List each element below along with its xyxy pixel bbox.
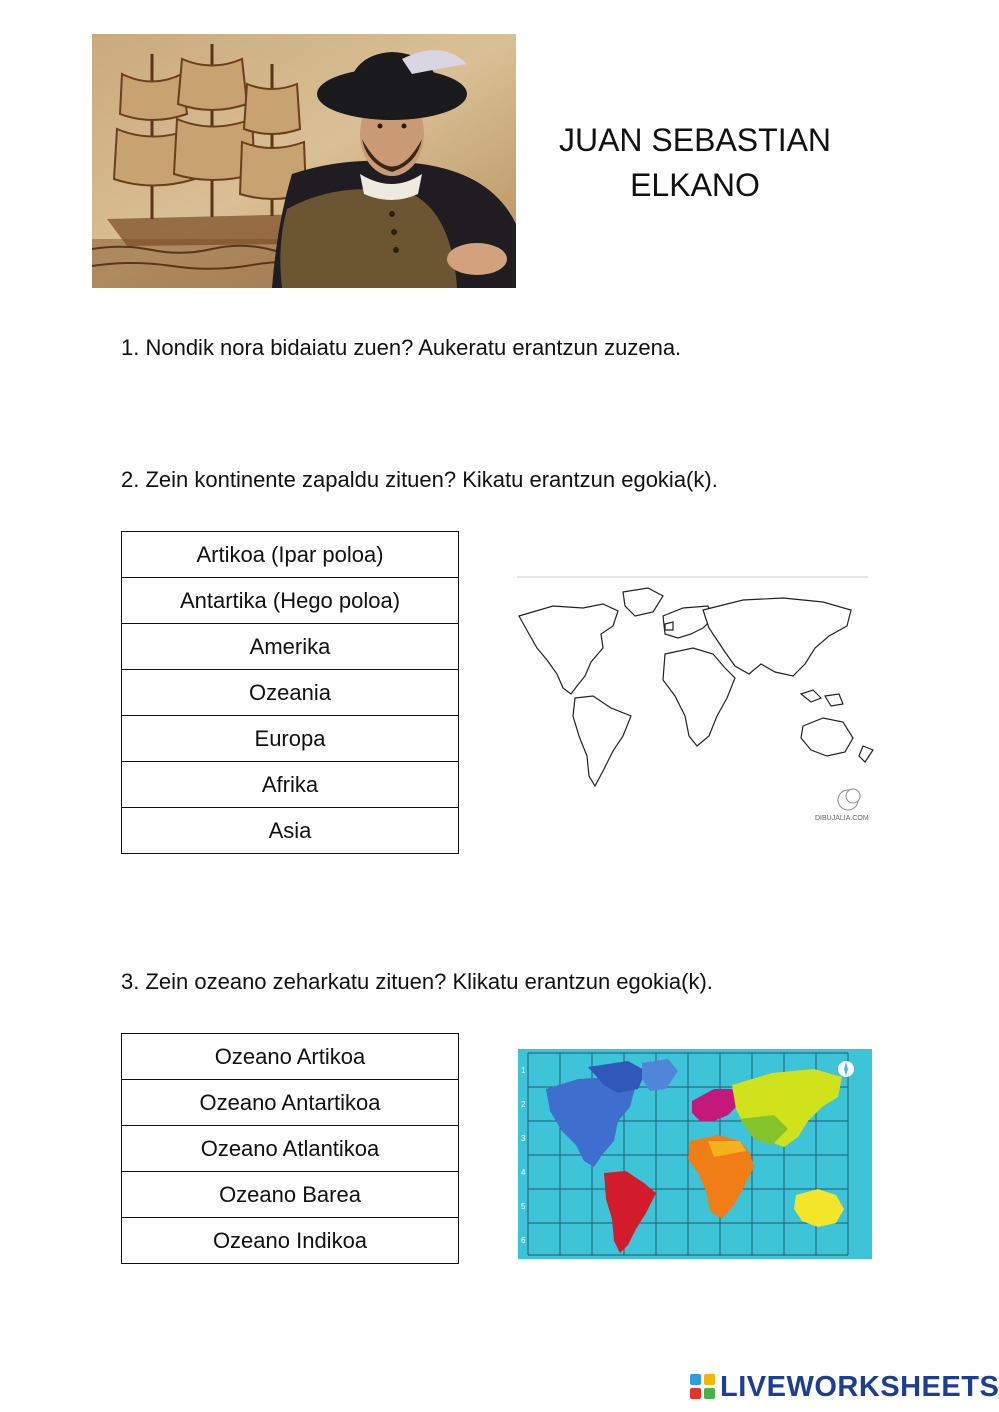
question-2: 2. Zein kontinente zapaldu zituen? Kikatu erantzun egokia(k). xyxy=(121,467,718,492)
ocean-option[interactable]: Ozeano Antartikoa xyxy=(122,1080,459,1126)
svg-text:4: 4 xyxy=(521,1168,526,1177)
title-line-2: ELKANO xyxy=(630,167,760,203)
svg-text:2: 2 xyxy=(521,1100,526,1109)
svg-text:6: 6 xyxy=(521,1236,526,1245)
svg-text:3: 3 xyxy=(521,1134,526,1143)
continent-option[interactable]: Amerika xyxy=(122,624,459,670)
continent-option[interactable]: Europa xyxy=(122,716,459,762)
ocean-option[interactable]: Ozeano Barea xyxy=(122,1172,459,1218)
svg-text:1: 1 xyxy=(521,1066,526,1075)
continents-table xyxy=(121,531,459,854)
svg-text:5: 5 xyxy=(521,1202,526,1211)
question-1: 1. Nondik nora bidaiatu zuen? Aukeratu erantzun zuzena. xyxy=(121,335,682,360)
svg-text:DIBUJALIA.COM: DIBUJALIA.COM xyxy=(815,815,869,822)
continent-option[interactable]: Ozeania xyxy=(122,670,459,716)
ocean-option[interactable]: Ozeano Artikoa xyxy=(122,1034,459,1080)
liveworksheets-logo[interactable] xyxy=(690,1370,999,1404)
dibujalia-logo xyxy=(815,789,869,822)
oceans-table xyxy=(121,1033,459,1264)
title-line-1: JUAN SEBASTIAN xyxy=(558,122,832,158)
page-title xyxy=(540,118,850,208)
elkano-portrait xyxy=(92,34,516,288)
ocean-option[interactable]: Ozeano Indikoa xyxy=(122,1218,459,1264)
brand-name: LIVEWORKSHEETS xyxy=(720,1370,999,1403)
continent-option[interactable]: Antartika (Hego poloa) xyxy=(122,578,459,624)
liveworksheets-icon xyxy=(690,1374,716,1400)
outline-world-map xyxy=(513,576,879,826)
continent-option[interactable]: Afrika xyxy=(122,762,459,808)
continent-option[interactable]: Artikoa (Ipar poloa) xyxy=(122,532,459,578)
question-3: 3. Zein ozeano zeharkatu zituen? Klikatu erantzun egokia(k). xyxy=(121,969,713,994)
colored-world-map xyxy=(518,1049,872,1259)
continent-option[interactable]: Asia xyxy=(122,808,459,854)
ocean-option[interactable]: Ozeano Atlantikoa xyxy=(122,1126,459,1172)
